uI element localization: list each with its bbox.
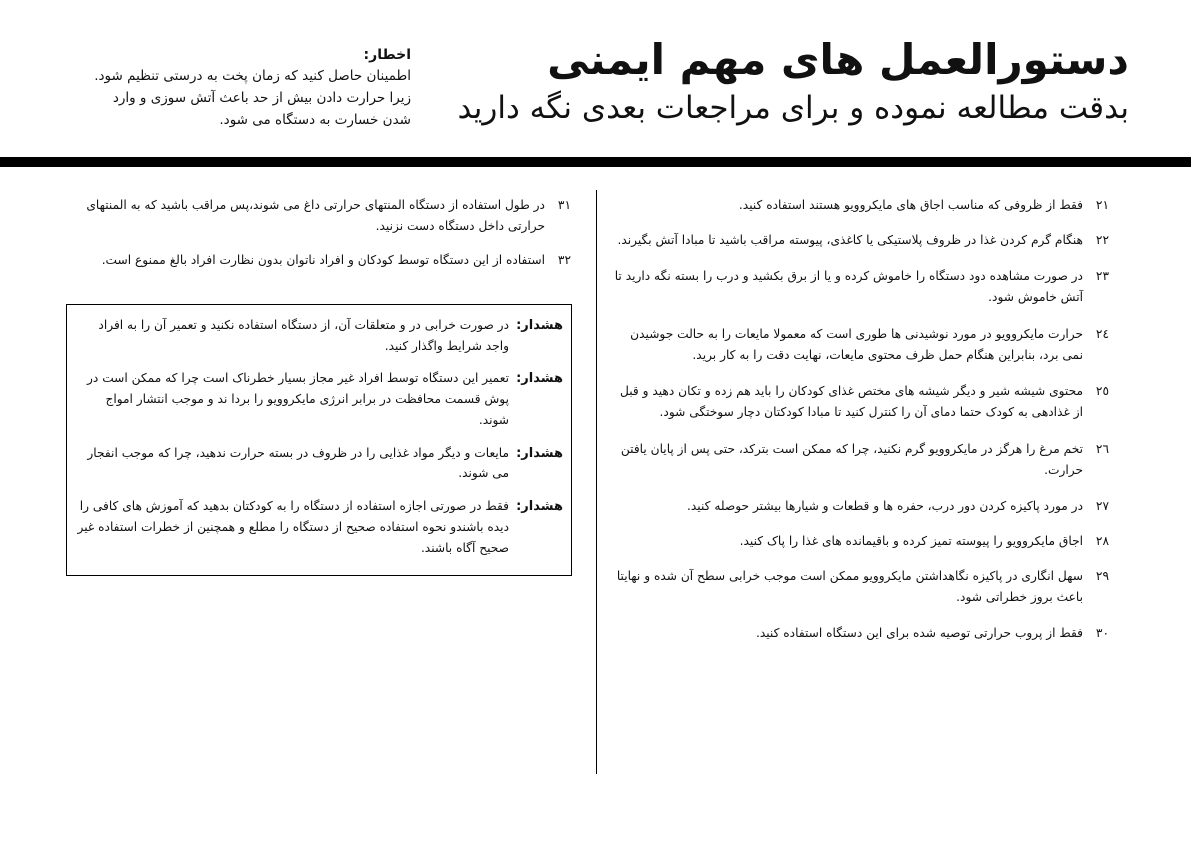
item-number: ٢٦ xyxy=(1095,441,1109,456)
caution-line: شدن خسارت به دستگاه می شود. xyxy=(219,111,411,128)
header-divider xyxy=(0,157,1191,167)
warning-text: در صورت خرابی در و متعلقات آن، از دستگاه استفاده نکنید و تعمیر آن را به افراد واجد شرایط واگذار کنید. xyxy=(98,318,509,353)
list-item xyxy=(614,381,1109,422)
warning-label: هشدار: xyxy=(516,445,563,461)
item-text: فقط از ظروفی که مناسب اجاق های مایکروویو هستند استفاده کنید. xyxy=(738,198,1083,212)
list-item xyxy=(614,623,1109,644)
item-number: ٣١ xyxy=(557,198,571,212)
warning-label: هشدار: xyxy=(516,318,563,333)
item-number: ٢٧ xyxy=(1095,499,1109,514)
warning-entry xyxy=(73,368,563,430)
caution-line: زیرا حرارت دادن بیش از حد باعث آتش سوزی و وارد xyxy=(112,89,411,106)
warning-text: تعمیر این دستگاه توسط افراد غیر مجاز بسیار خطرناک است چرا که ممکن است در پوش قسمت محافظت در برابر انرژی مایکروویو را بردا ند و موجب انتشار امواج شوند. xyxy=(87,371,509,427)
item-number: ٢٨ xyxy=(1095,534,1109,549)
warning-entry xyxy=(73,496,563,558)
item-number: ٢٥ xyxy=(1095,384,1109,399)
warning-entry xyxy=(73,315,563,356)
right-column-list xyxy=(614,195,1109,660)
item-text: در طول استفاده از دستگاه المنتهای حرارتی داغ می شوند،پس مراقب باشید که به المنتهای حرارتی داخل دستگاه دست نزنید. xyxy=(86,198,545,233)
item-text: حرارت مایکروویو در مورد نوشیدنی ها طوری است که معمولا مایعات را به حالت جوشیدن نمی برد، بنابراین هنگام حمل ظرف محتوی مایعات، نهایت دقت را به کار برید. xyxy=(630,326,1083,362)
item-text: در صورت مشاهده دود دستگاه را خاموش کرده و یا از برق بکشید و درب را بسته نگه دارید تا آتش خاموش شود. xyxy=(614,269,1083,305)
warning-label: هشدار: xyxy=(516,499,563,515)
page-subtitle: بدقت مطالعه نموده و برای مراجعات بعدی نگه دارید xyxy=(457,90,1129,126)
item-text: در مورد پاکیزه کردن دور درب، حفره ها و قطعات و شیارها بیشتر حوصله کنید. xyxy=(687,499,1083,514)
list-item xyxy=(614,496,1109,517)
page-title: دستورالعمل های مهم ایمنی xyxy=(547,35,1129,84)
caution-title: اخطار: xyxy=(363,47,411,63)
item-text: سهل انگاری در پاکیزه نگاهداشتن مایکروویو ممکن است موجب خرابی سطح آن شده و نهایتا باعث بروز خطراتی شود. xyxy=(616,568,1083,604)
item-number: ٢٢ xyxy=(1095,232,1109,247)
list-item xyxy=(614,566,1109,607)
item-number: ٣٢ xyxy=(557,253,571,268)
list-item xyxy=(79,250,571,271)
item-number: ٢١ xyxy=(1095,198,1109,212)
list-item xyxy=(79,195,571,236)
list-item xyxy=(614,531,1109,552)
item-number: ٣٠ xyxy=(1095,626,1109,641)
list-item xyxy=(614,266,1109,307)
caution-note xyxy=(51,44,411,131)
warning-label: هشدار: xyxy=(516,371,563,387)
list-item xyxy=(614,230,1109,251)
item-text: استفاده از این دستگاه توسط کودکان و افراد ناتوان بدون نظارت افراد بالغ ممنوع است. xyxy=(101,253,545,268)
item-text: هنگام گرم کردن غذا در ظروف پلاستیکی یا کاغذی، پیوسته مراقب باشید تا مبادا آتش بگیرند. xyxy=(617,232,1083,247)
left-column-list xyxy=(79,195,571,285)
list-item xyxy=(614,195,1109,216)
item-text: محتوی شیشه شیر و دیگر شیشه های مختص غذای کودکان را باید هم زده و تکان دهید و قبل از غذادهی به کودک حتما دمای آن را کنترل کنید تا مبادا کودکتان دچار سوختگی شود. xyxy=(619,384,1083,420)
list-item xyxy=(614,439,1109,480)
column-divider xyxy=(596,190,597,774)
warning-entry xyxy=(73,443,563,484)
warning-text: فقط در صورتی اجازه استفاده از دستگاه را به کودکتان بدهید که آموزش های کافی را دیده باشندو نحوه استفاده صحیح از دستگاه را مطلع و همچنین از خطرات استفاده غیر صحیح آگاه باشند. xyxy=(77,499,509,555)
warning-text: مایعات و دیگر مواد غذایی را در ظروف در بسته حرارت ندهید، چرا که موجب انفجار می شوند. xyxy=(87,445,509,481)
item-text: اجاق مایکروویو را پیوسته تمیز کرده و باقیمانده های غذا را پاک کنید. xyxy=(739,534,1083,549)
item-number: ٢٤ xyxy=(1095,326,1109,341)
list-item xyxy=(614,324,1109,365)
item-number: ٢٩ xyxy=(1095,568,1109,583)
item-number: ٢٣ xyxy=(1095,269,1109,284)
item-text: تخم مرغ را هرگز در مایکروویو گرم نکنید، چرا که ممکن است بترکد، حتی پس از پایان یافتن حرارت. xyxy=(620,441,1083,477)
warning-box xyxy=(66,304,572,576)
item-text: فقط از پروب حرارتی توصیه شده برای این دستگاه استفاده کنید. xyxy=(755,626,1083,641)
caution-line: اطمینان حاصل کنید که زمان پخت به درستی تنظیم شود. xyxy=(94,68,411,85)
